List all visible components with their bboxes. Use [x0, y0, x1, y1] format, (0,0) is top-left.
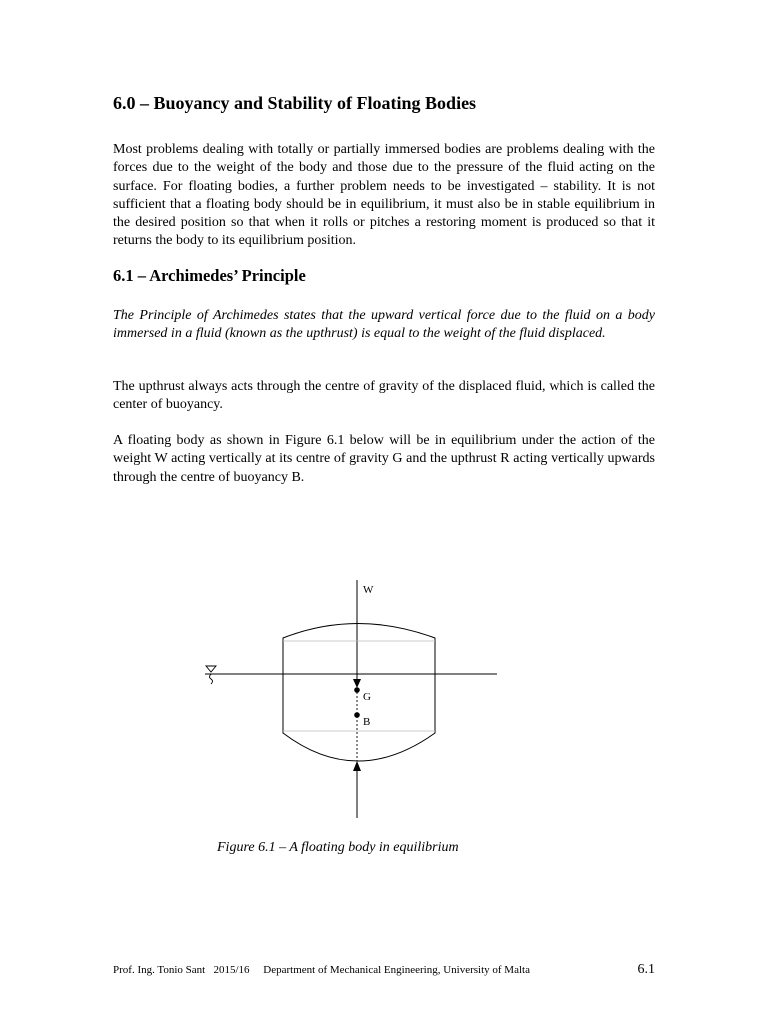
- page-number: 6.1: [637, 962, 655, 977]
- label-w: W: [363, 584, 374, 596]
- equilibrium-paragraph: A floating body as shown in Figure 6.1 below will be in equilibrium under the action of the weight W acting vertically at its centre of gravity G and the upthrust R acting vertically upwards through the centre of buoyancy B.: [113, 433, 655, 485]
- floating-body-diagram: [190, 575, 520, 825]
- body-outline: [283, 624, 435, 762]
- intro-paragraph: Most problems dealing with totally or partially immersed bodies are problems dealing with the forces due to the weight of the body and those due to the pressure of the fluid acting on the surface. For floating bodies, a further problem needs to be investigated – stability. It is not sufficient that a floating body should be in equilibrium, it must also be in stable equilibrium in the desired position so that when it rolls or pitches a restoring moment is produced so that it returns the body to its equilibrium position.: [113, 142, 655, 249]
- label-g: G: [363, 691, 371, 703]
- footer-year: 2015/16: [213, 964, 250, 976]
- upthrust-arrow-head: [353, 761, 361, 771]
- footer-department: Department of Mechanical Engineering, University of Malta: [263, 964, 530, 976]
- water-level-squiggle: [210, 674, 213, 684]
- point-g: [354, 687, 360, 693]
- figure-caption: Figure 6.1 – A floating body in equilibrium: [217, 840, 459, 855]
- water-level-symbol: [206, 666, 216, 672]
- footer-author: Prof. Ing. Tonio Sant: [113, 964, 206, 976]
- label-b: B: [363, 716, 371, 728]
- point-b: [354, 712, 360, 718]
- page-footer: [113, 963, 655, 979]
- footer-info: [113, 964, 530, 976]
- principle-statement: The Principle of Archimedes states that the upward vertical force due to the fluid on a body immersed in a fluid (known as the upthrust) is equal to the weight of the fluid displaced.: [113, 308, 655, 342]
- upthrust-paragraph: The upthrust always acts through the centre of gravity of the displaced fluid, which is called the center of buoyancy.: [113, 379, 655, 413]
- weight-arrow-head: [353, 679, 361, 688]
- section-heading: 6.1 – Archimedes’ Principle: [113, 266, 306, 285]
- chapter-heading: 6.0 – Buoyancy and Stability of Floating Bodies: [113, 93, 477, 113]
